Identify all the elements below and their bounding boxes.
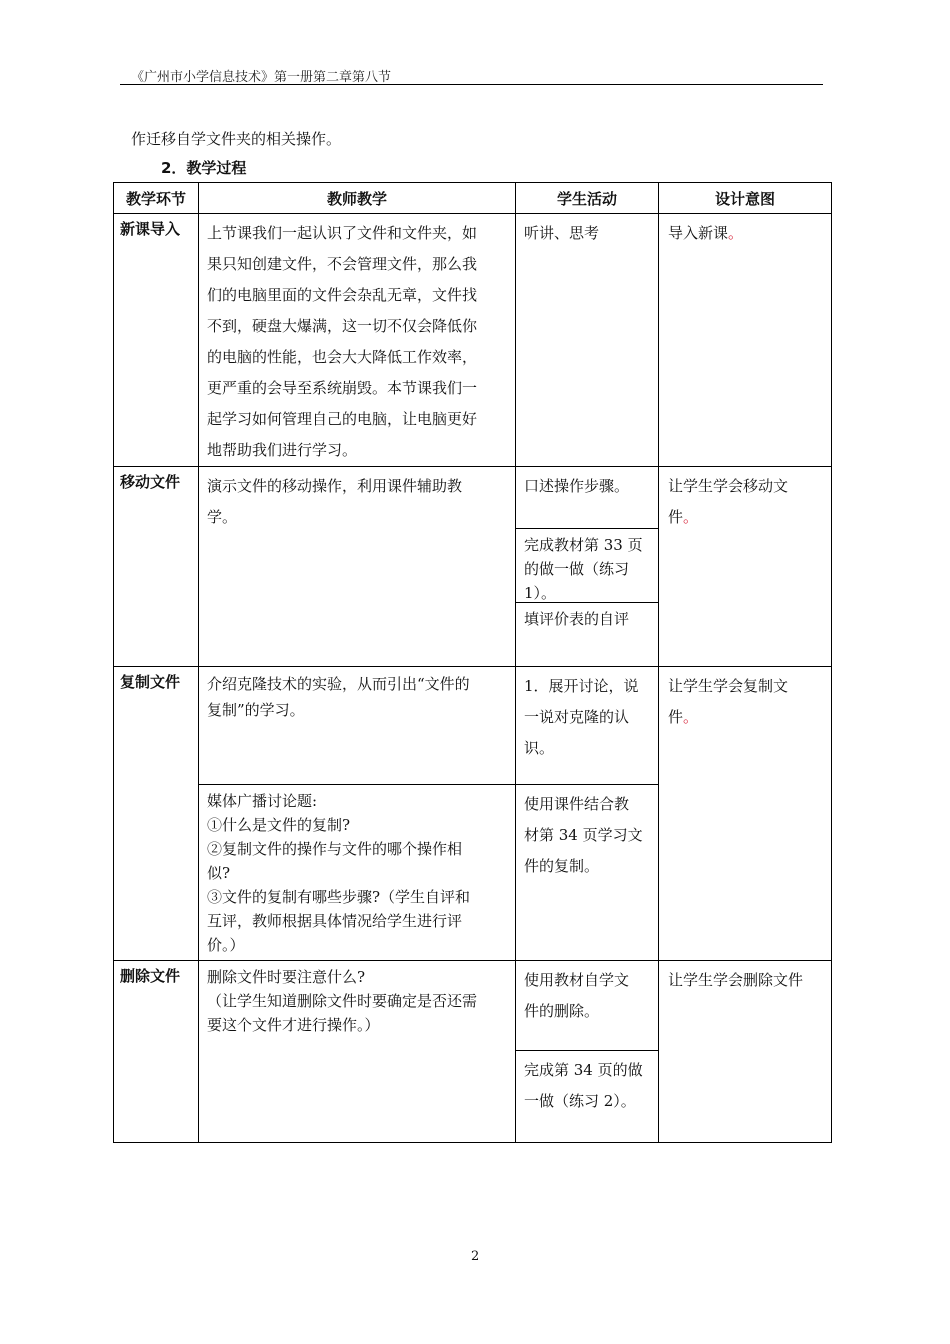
text-line: 要这个文件才进行操作。） bbox=[207, 1016, 380, 1034]
text-line: 1．展开讨论，说 bbox=[524, 677, 639, 695]
stage-cell: 新课导入 bbox=[114, 214, 199, 467]
text-line: 复制”的学习。 bbox=[207, 701, 305, 719]
intent-punctuation: 。 bbox=[728, 224, 744, 242]
table-row bbox=[114, 214, 832, 467]
text-line: 互评，教师根据具体情况给学生进行评 bbox=[207, 912, 463, 930]
text-line: ①什么是文件的复制? bbox=[207, 816, 351, 834]
header-rule bbox=[120, 84, 823, 85]
header-intent: 设计意图 bbox=[659, 183, 832, 214]
student-activity-block bbox=[516, 785, 658, 882]
text-line: 价。） bbox=[207, 936, 245, 954]
text-line: 一说对克隆的认 bbox=[524, 708, 630, 726]
text-line: （让学生知道删除文件时要确定是否还需 bbox=[207, 992, 478, 1010]
text-line: 果只知创建文件，不会管理文件，那么我 bbox=[207, 255, 478, 273]
table-header-row bbox=[114, 183, 832, 214]
text-line: 一做（练习 2）。 bbox=[524, 1092, 636, 1110]
page-number: 2 bbox=[471, 1249, 480, 1264]
table-row bbox=[114, 667, 832, 961]
intent-cell bbox=[659, 467, 832, 667]
text-line: ②复制文件的操作与文件的哪个操作相 bbox=[207, 840, 463, 858]
header-stage: 教学环节 bbox=[114, 183, 199, 214]
text-line: 完成第 34 页的做 bbox=[524, 1061, 643, 1079]
stage-cell: 复制文件 bbox=[114, 667, 199, 961]
header-student: 学生活动 bbox=[516, 183, 659, 214]
intent-punctuation: 。 bbox=[683, 508, 699, 526]
text-line: 件的删除。 bbox=[524, 1002, 600, 1020]
text-line: 删除文件时要注意什么? bbox=[207, 968, 366, 986]
intent-punctuation: 。 bbox=[683, 708, 699, 726]
text-line: 1）。 bbox=[524, 584, 557, 602]
section-title: 2．教学过程 bbox=[161, 159, 247, 177]
text-line: 口述操作步骤。 bbox=[524, 477, 630, 495]
teacher-cell bbox=[199, 214, 516, 467]
text-line: 地帮助我们进行学习。 bbox=[207, 441, 358, 459]
intro-paragraph: 作迁移自学文件夹的相关操作。 bbox=[131, 130, 342, 148]
text-line: 让学生学会移动文 bbox=[668, 477, 789, 495]
intent-cell bbox=[659, 667, 832, 961]
text-line: 媒体广播讨论题: bbox=[207, 792, 318, 810]
student-activity-block bbox=[516, 667, 658, 785]
teacher-cell bbox=[199, 467, 516, 667]
text-line: 使用教材自学文 bbox=[524, 971, 630, 989]
table-row bbox=[114, 467, 832, 667]
text-line: 识。 bbox=[524, 739, 555, 757]
student-activity-block bbox=[516, 467, 658, 529]
text-line: 听讲、思考 bbox=[524, 224, 600, 242]
text-line: 上节课我们一起认识了文件和文件夹，如 bbox=[207, 224, 478, 242]
intent-cell: 让学生学会删除文件 bbox=[659, 961, 832, 1143]
text-line: 的电脑的性能，也会大大降低工作效率， bbox=[207, 348, 478, 366]
text-line: 让学生学会复制文 bbox=[668, 677, 789, 695]
stage-cell: 移动文件 bbox=[114, 467, 199, 667]
text-line: 使用课件结合教 bbox=[524, 795, 630, 813]
teacher-cell bbox=[199, 667, 516, 961]
student-cell bbox=[516, 667, 659, 961]
text-line: 填评价表的自评 bbox=[524, 610, 630, 628]
header-teacher: 教师教学 bbox=[199, 183, 516, 214]
stage-cell: 删除文件 bbox=[114, 961, 199, 1143]
student-cell bbox=[516, 467, 659, 667]
intent-cell bbox=[659, 214, 832, 467]
text-line: 更严重的会导至系统崩毁。本节课我们一 bbox=[207, 379, 478, 397]
teacher-cell bbox=[199, 961, 516, 1143]
text-line: 似? bbox=[207, 864, 231, 882]
page-header: 《广州市小学信息技术》第一册第二章第八节 bbox=[131, 70, 392, 85]
intent-text: 导入新课 bbox=[668, 224, 729, 242]
student-activity-block bbox=[516, 961, 658, 1051]
text-line: 起学习如何管理自己的电脑，让电脑更好 bbox=[207, 410, 478, 428]
student-cell bbox=[516, 961, 659, 1143]
text-line: 不到，硬盘大爆满，这一切不仅会降低你 bbox=[207, 317, 478, 335]
text-line: 的做一做（练习 bbox=[524, 560, 630, 578]
text-line: 件 bbox=[668, 508, 684, 526]
teacher-activity-block bbox=[199, 785, 515, 957]
teaching-process-table bbox=[113, 182, 832, 1143]
text-line: 介绍克隆技术的实验，从而引出“文件的 bbox=[207, 675, 470, 693]
student-activity-block bbox=[516, 529, 658, 603]
student-activity-block bbox=[516, 1051, 658, 1117]
teacher-activity-block bbox=[199, 667, 515, 785]
text-line: 完成教材第 33 页 bbox=[524, 536, 643, 554]
text-line: 们的电脑里面的文件会杂乱无章，文件找 bbox=[207, 286, 478, 304]
text-line: 件 bbox=[668, 708, 684, 726]
table-row bbox=[114, 961, 832, 1143]
text-line: 学。 bbox=[207, 508, 238, 526]
student-cell bbox=[516, 214, 659, 467]
text-line: 演示文件的移动操作，利用课件辅助教 bbox=[207, 477, 463, 495]
text-line: ③文件的复制有哪些步骤?（学生自评和 bbox=[207, 888, 471, 906]
text-line: 材第 34 页学习文 bbox=[524, 826, 643, 844]
student-activity-block bbox=[516, 603, 658, 631]
text-line: 件的复制。 bbox=[524, 857, 600, 875]
